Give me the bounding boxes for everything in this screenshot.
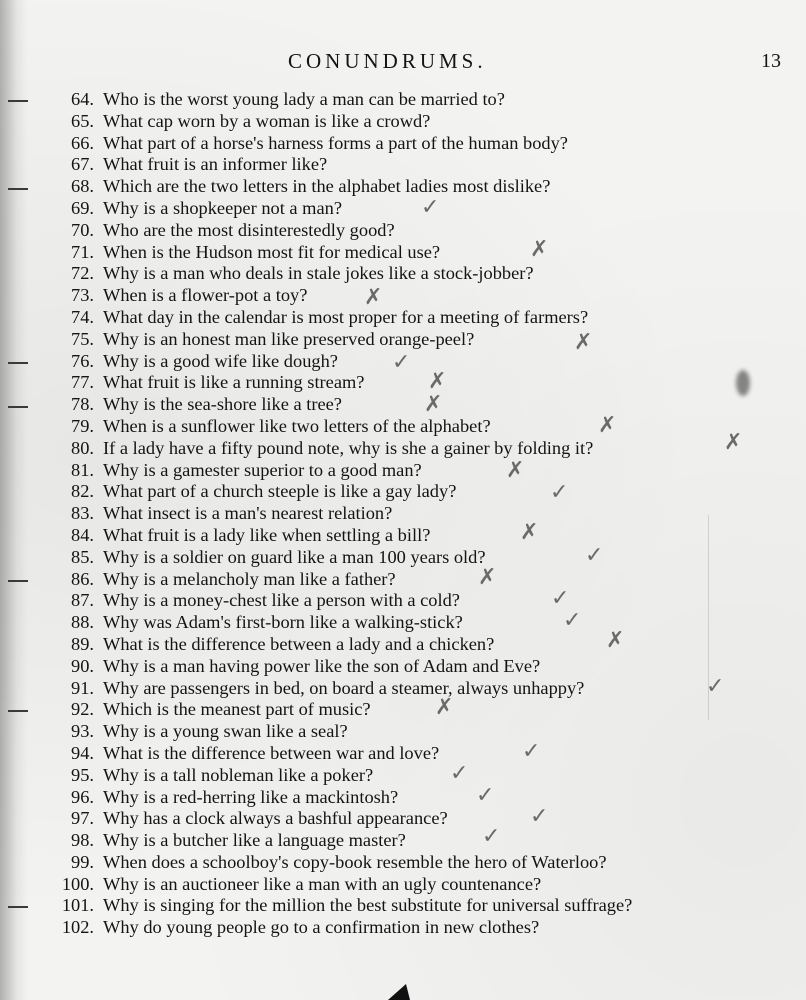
question-text: What insect is a man's nearest relation?	[103, 503, 393, 524]
pencil-check-mark: ✓	[530, 804, 549, 829]
list-item	[0, 565, 806, 591]
bottom-ink-mark	[388, 984, 410, 1000]
question-number: 89.	[71, 633, 94, 654]
pencil-check-mark: ✓	[522, 739, 541, 764]
margin-dash	[8, 580, 28, 582]
pencil-check-mark: ✓	[550, 480, 569, 505]
question-text: Why is a good wife like dough?	[103, 350, 338, 371]
question-number: 86.	[71, 568, 94, 589]
question-number: 94.	[71, 742, 94, 763]
list-item	[0, 503, 806, 525]
list-item	[0, 307, 806, 329]
list-item	[0, 783, 806, 809]
question-text: What fruit is a lady like when settling a bill?	[103, 524, 431, 545]
question-text: Why is the sea-shore like a tree?	[103, 394, 342, 415]
list-item	[0, 481, 806, 503]
pencil-cross-mark: ✗	[506, 458, 525, 483]
question-text: When is the Hudson most fit for medical use?	[103, 241, 441, 262]
question-number: 88.	[71, 612, 94, 633]
question-number: 68.	[71, 176, 94, 197]
question-number: 97.	[71, 808, 94, 829]
list-item	[0, 830, 806, 852]
margin-dash	[8, 188, 28, 190]
margin-dash	[8, 710, 28, 712]
pencil-cross-mark: ✗	[364, 285, 383, 310]
list-item	[0, 176, 806, 198]
conundrum-list	[0, 89, 806, 939]
page-number: 13	[761, 50, 781, 72]
question-text: Why is a tall nobleman like a poker?	[103, 764, 374, 785]
question-text: Why is a shopkeeper not a man?	[103, 197, 342, 218]
pencil-cross-mark: ✗	[435, 695, 454, 720]
question-text: Why is a red-herring like a mackintosh?	[103, 786, 399, 807]
question-number: 96.	[71, 786, 94, 807]
pencil-check-mark: ✓	[551, 586, 570, 611]
question-number: 79.	[71, 415, 94, 436]
question-number: 98.	[71, 830, 94, 851]
question-text: What fruit is an informer like?	[103, 154, 328, 175]
question-text: Why do young people go to a confirmation in new clothes?	[103, 917, 540, 938]
pencil-check-mark: ✓	[450, 761, 469, 786]
question-text: What is the difference between a lady and a chicken?	[103, 633, 495, 654]
question-text: Why are passengers in bed, on board a steamer, always unhappy?	[103, 677, 585, 698]
list-item	[0, 242, 806, 264]
list-item	[0, 263, 806, 285]
question-number: 93.	[71, 721, 94, 742]
pencil-check-mark: ✓	[585, 543, 604, 568]
pencil-check-mark: ✓	[706, 674, 725, 699]
margin-dash	[8, 362, 28, 364]
question-number: 75.	[71, 328, 94, 349]
question-number: 74.	[71, 306, 94, 327]
list-item	[0, 761, 806, 787]
margin-dash	[8, 100, 28, 102]
question-number: 99.	[71, 851, 94, 872]
list-item	[0, 329, 806, 351]
question-text: What day in the calendar is most proper for a meeting of farmers?	[103, 306, 589, 327]
question-text: Why is an honest man like preserved orange-peel?	[103, 328, 475, 349]
question-number: 70.	[71, 219, 94, 240]
list-item	[0, 351, 806, 373]
list-item	[0, 195, 806, 220]
question-text: When is a sunflower like two letters of the alphabet?	[103, 415, 491, 436]
list-item	[0, 154, 806, 176]
list-item	[0, 917, 806, 939]
question-text: Why is an auctioneer like a man with an ugly countenance?	[103, 873, 542, 894]
pencil-cross-mark: ✗	[530, 237, 549, 262]
pencil-cross-mark: ✗	[606, 628, 625, 653]
list-item	[0, 656, 806, 678]
pencil-cross-mark: ✗	[724, 430, 743, 455]
question-number: 84.	[71, 524, 94, 545]
question-text: Why is singing for the million the best substitute for universal suffrage?	[103, 895, 633, 916]
question-number: 65.	[71, 110, 94, 131]
question-number: 77.	[71, 372, 94, 393]
question-number: 83.	[71, 503, 94, 524]
pencil-cross-mark: ✗	[598, 413, 617, 438]
list-item	[0, 89, 806, 111]
question-text: Why has a clock always a bashful appearance?	[103, 808, 448, 829]
question-text: Why is a money-chest like a person with a cold?	[103, 590, 460, 611]
list-item	[0, 608, 806, 634]
question-text: What part of a horse's harness forms a part of the human body?	[103, 132, 568, 153]
pencil-cross-mark: ✗	[424, 392, 443, 417]
question-number: 102.	[61, 917, 94, 938]
list-item	[0, 634, 806, 656]
pencil-cross-mark: ✗	[520, 520, 539, 545]
question-number: 90.	[71, 655, 94, 676]
question-number: 92.	[71, 699, 94, 720]
list-item	[0, 111, 806, 133]
pencil-check-mark: ✓	[392, 350, 411, 375]
question-text: Why was Adam's first-born like a walking-stick?	[103, 612, 463, 633]
question-text: What cap worn by a woman is like a crowd?	[103, 110, 431, 131]
list-item	[0, 369, 806, 394]
running-title: CONUNDRUMS.	[288, 49, 487, 73]
question-number: 72.	[71, 263, 94, 284]
question-number: 101.	[61, 895, 94, 916]
question-number: 95.	[71, 764, 94, 785]
list-item	[0, 525, 806, 547]
question-text: Why is a man having power like the son of Adam and Eve?	[103, 655, 541, 676]
question-text: If a lady have a fifty pound note, why is she a gainer by folding it?	[103, 437, 594, 458]
question-text: Who is the worst young lady a man can be married to?	[103, 89, 505, 109]
question-text: What fruit is like a running stream?	[103, 372, 365, 393]
question-number: 87.	[71, 590, 94, 611]
question-text: What part of a church steeple is like a gay lady?	[103, 481, 457, 502]
list-item	[0, 460, 806, 482]
list-item	[0, 721, 806, 743]
list-item	[0, 586, 806, 612]
margin-dash	[8, 406, 28, 408]
list-item	[0, 674, 806, 700]
question-number: 80.	[71, 437, 94, 458]
question-text: Which is the meanest part of music?	[103, 699, 371, 720]
question-number: 64.	[71, 89, 94, 109]
pencil-check-mark: ✓	[476, 783, 495, 808]
list-item	[0, 739, 806, 765]
list-item	[0, 285, 806, 310]
question-number: 91.	[71, 677, 94, 698]
pencil-check-mark: ✓	[421, 195, 440, 220]
question-number: 100.	[61, 873, 94, 894]
list-item	[0, 394, 806, 416]
question-text: Why is a butcher like a language master?	[103, 830, 406, 851]
question-number: 76.	[71, 350, 94, 371]
question-text: What is the difference between war and love?	[103, 742, 440, 763]
question-text: Why is a soldier on guard like a man 100 years old?	[103, 546, 486, 567]
question-text: Why is a melancholy man like a father?	[103, 568, 396, 589]
question-number: 69.	[71, 197, 94, 218]
question-number: 66.	[71, 132, 94, 153]
pencil-check-mark: ✓	[482, 824, 501, 849]
pencil-check-mark: ✓	[563, 608, 582, 633]
pencil-cross-mark: ✗	[478, 565, 497, 590]
list-item	[0, 895, 806, 917]
list-item	[0, 133, 806, 155]
question-text: Why is a gamester superior to a good man?	[103, 459, 422, 480]
list-item	[0, 413, 806, 438]
list-item	[0, 543, 806, 569]
question-text: Why is a young swan like a seal?	[103, 721, 348, 742]
list-item	[0, 874, 806, 896]
list-item	[0, 438, 806, 460]
question-text: When does a schoolboy's copy-book resemble the hero of Waterloo?	[103, 851, 607, 872]
question-number: 85.	[71, 546, 94, 567]
question-number: 82.	[71, 481, 94, 502]
question-text: Which are the two letters in the alphabet ladies most dislike?	[103, 176, 551, 197]
page-header	[0, 46, 806, 76]
margin-dash	[8, 906, 28, 908]
list-item	[0, 220, 806, 242]
question-number: 81.	[71, 459, 94, 480]
pencil-cross-mark: ✗	[574, 330, 593, 355]
question-number: 67.	[71, 154, 94, 175]
question-number: 71.	[71, 241, 94, 262]
list-item	[0, 695, 806, 721]
question-text: When is a flower-pot a toy?	[103, 285, 308, 306]
question-text: Who are the most disinterestedly good?	[103, 219, 395, 240]
question-number: 78.	[71, 394, 94, 415]
list-item	[0, 804, 806, 830]
pencil-cross-mark: ✗	[428, 369, 447, 394]
question-text: Why is a man who deals in stale jokes like a stock-jobber?	[103, 263, 534, 284]
question-number: 73.	[71, 285, 94, 306]
list-item	[0, 852, 806, 874]
